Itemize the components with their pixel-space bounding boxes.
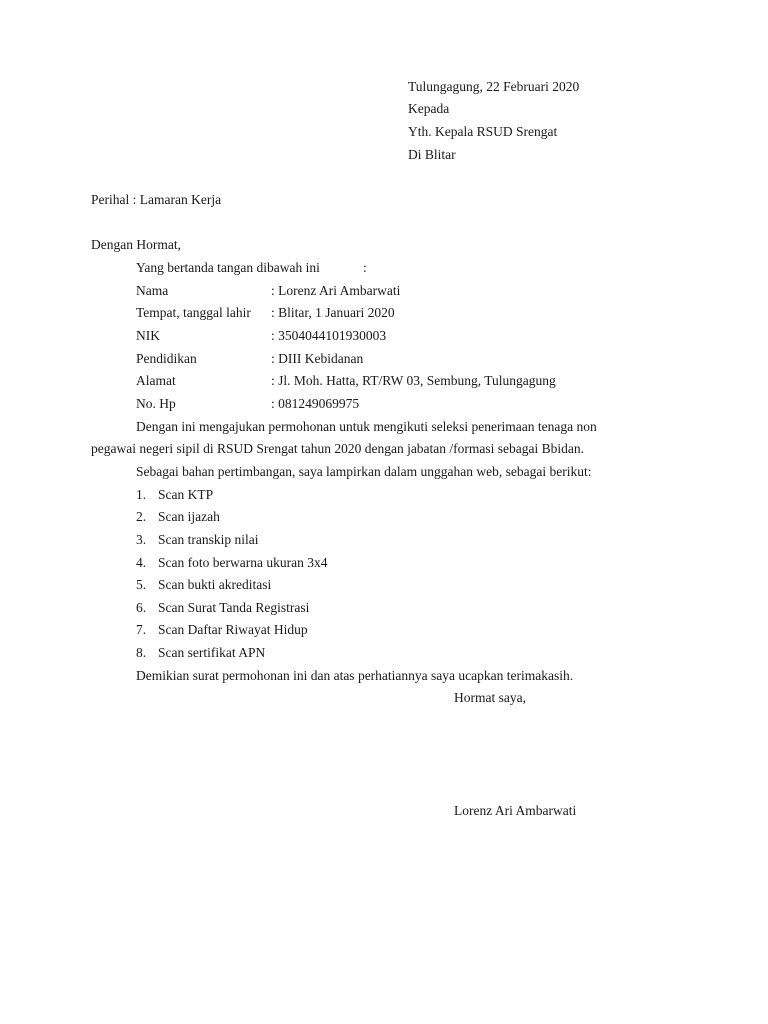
list-text: Scan KTP [158, 487, 214, 502]
list-text: Scan sertifikat APN [158, 645, 266, 660]
closing-statement: Demikian surat permohonan ini dan atas perhatiannya saya ucapkan terimakasih. [136, 668, 574, 683]
list-text: Scan Surat Tanda Registrasi [158, 600, 310, 615]
field-label: No. Hp [136, 396, 176, 411]
field-label: Alamat [136, 373, 176, 388]
field-label: Pendidikan [136, 351, 197, 366]
body-paragraph-line-2: pegawai negeri sipil di RSUD Srengat tahun 2020 dengan jabatan /formasi sebagai Bbidan. [91, 441, 585, 456]
list-number: 8. [136, 645, 147, 660]
list-number: 2. [136, 509, 147, 524]
place-date: Tulungagung, 22 Februari 2020 [408, 79, 580, 94]
list-number: 3. [136, 532, 147, 547]
list-number: 7. [136, 622, 147, 637]
field-value: : Lorenz Ari Ambarwati [271, 283, 401, 298]
field-value: : 3504044101930003 [271, 328, 387, 343]
list-text: Scan bukti akreditasi [158, 577, 272, 592]
field-label: Nama [136, 283, 169, 298]
list-text: Scan Daftar Riwayat Hidup [158, 622, 308, 637]
list-text: Scan ijazah [158, 509, 220, 524]
field-label: NIK [136, 328, 160, 343]
greeting: Dengan Hormat, [91, 237, 181, 252]
intro-text: Yang bertanda tangan dibawah ini [136, 260, 320, 275]
regards: Hormat saya, [454, 690, 526, 705]
recipient-name: Yth. Kepala RSUD Srengat [408, 124, 558, 139]
field-value: : Blitar, 1 Januari 2020 [271, 305, 395, 320]
list-text: Scan foto berwarna ukuran 3x4 [158, 555, 328, 570]
list-number: 1. [136, 487, 147, 502]
intro-colon: : [363, 260, 367, 275]
field-value: : Jl. Moh. Hatta, RT/RW 03, Sembung, Tulungagung [271, 373, 556, 388]
signature-name: Lorenz Ari Ambarwati [454, 803, 577, 818]
field-value: : 081249069975 [271, 396, 360, 411]
list-text: Scan transkip nilai [158, 532, 259, 547]
body-paragraph-line-1: Dengan ini mengajukan permohonan untuk mengikuti seleksi penerimaan tenaga non [136, 419, 597, 434]
list-number: 6. [136, 600, 147, 615]
field-value: : DIII Kebidanan [271, 351, 364, 366]
attachments-intro: Sebagai bahan pertimbangan, saya lampirkan dalam unggahan web, sebagai berikut: [136, 464, 592, 479]
list-number: 4. [136, 555, 147, 570]
recipient-to: Kepada [408, 101, 450, 116]
list-number: 5. [136, 577, 147, 592]
field-label: Tempat, tanggal lahir [136, 305, 251, 320]
recipient-location: Di Blitar [408, 147, 456, 162]
subject-line: Perihal : Lamaran Kerja [91, 192, 222, 207]
